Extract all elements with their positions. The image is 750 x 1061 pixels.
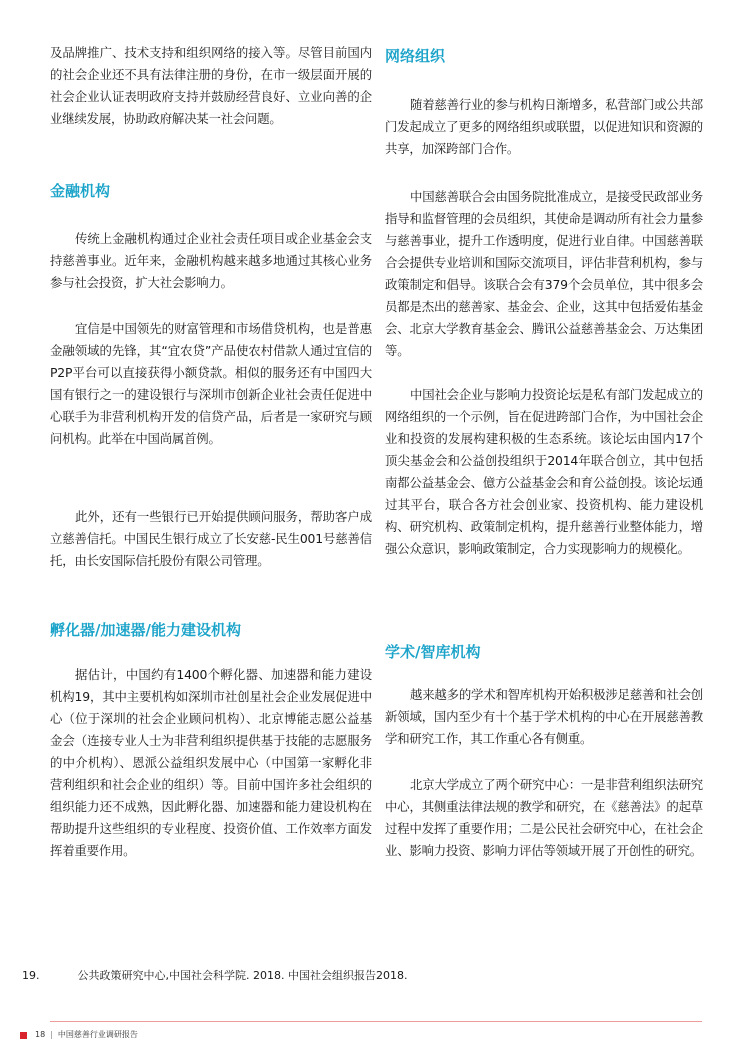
networks-paragraph-2: 中国慈善联合会由国务院批准成立，是接受民政部业务指导和监督管理的会员组织，其使命是调动所有社会力量参与慈善事业，提升工作透明度，促进行业自律。中国慈善联合会提供专业培训和国际交流项目，评估非营利机构，参与政策制定和倡导。该联合会有379个会员单位，其中很多会员都是杰出的慈善家、基金会、企业，这其中包括爱佑基金会、北京大学教育基金会、腾讯公益慈善基金会、万达集团等。: [385, 189, 703, 358]
page-number: 18: [35, 1030, 46, 1039]
intro-paragraph: 及品牌推广、技术支持和组织网络的接入等。尽管目前国内的社会企业还不具有法律注册的身份，在市一级层面开展的社会企业认证表明政府支持并鼓励经营良好、立业向善的企业继续发展，协助政府解决某一社会问题。: [50, 45, 372, 126]
footer-separator: |: [50, 1030, 53, 1039]
academic-paragraph-2: 北京大学成立了两个研究中心：一是非营利组织法研究中心，其侧重法律法规的教学和研究，在《慈善法》的起草过程中发挥了重要作用；二是公民社会研究中心，在社会企业、影响力投资、影响力评估等领域开展了开创性的研究。: [385, 777, 703, 858]
footer-square-icon: [20, 1032, 27, 1039]
heading-academic: 学术/智库机构: [385, 643, 481, 661]
heading-finance: 金融机构: [50, 182, 111, 200]
footnote: [22, 968, 722, 984]
networks-paragraph-1: 随着慈善行业的参与机构日渐增多，私营部门或公共部门发起成立了更多的网络组织或联盟，以促进知识和资源的共享，加深跨部门合作。: [385, 97, 703, 156]
page-footer: [20, 1029, 138, 1041]
incubators-paragraph: 据估计，中国约有1400个孵化器、加速器和能力建设机构19，其中主要机构如深圳市社创星社会企业发展促进中心（位于深圳的社会企业顾问机构）、北京博能志愿公益基金会（连接专业人士为非营利组织提供基于技能的志愿服务的中介机构）、恩派公益组织发展中心（中国第一家孵化非营利组织和社会企业的组织）等。目前中国许多社会组织的组织能力还不成熟，因此孵化器、加速器和能力建设机构在帮助提升这些组织的专业程度、投资价值、工作效率方面发挥着重要作用。: [50, 667, 372, 858]
heading-incubators: 孵化器/加速器/能力建设机构: [50, 621, 241, 639]
networks-paragraph-3: 中国社会企业与影响力投资论坛是私有部门发起成立的网络组织的一个示例，旨在促进跨部门合作，为中国社会企业和投资的发展构建积极的生态系统。该论坛由国内17个顶尖基金会和公益创投组织于2014年联合创立，其中包括南都公益基金会、億方公益基金会和育公益创投。该论坛通过其平台，联合各方社会创业家、投资机构、能力建设机构、研究机构、政策制定机构，提升慈善行业整体能力，增强公众意识，影响政策制定，合力实现影响力的规模化。: [385, 387, 703, 556]
finance-paragraph-3: 此外，还有一些银行已开始提供顾问服务，帮助客户成立慈善信托。中国民生银行成立了长安慈-民生001号慈善信托，由长安国际信托股份有限公司管理。: [50, 509, 372, 568]
finance-paragraph-1: 传统上金融机构通过企业社会责任项目或企业基金会支持慈善事业。近年来，金融机构越来越多地通过其核心业务参与社会投资，扩大社会影响力。: [50, 231, 372, 290]
report-title: 中国慈善行业调研报告: [57, 1030, 138, 1039]
footnote-text: 公共政策研究中心,中国社会科学院. 2018. 中国社会组织报告2018.: [77, 969, 408, 982]
footer-divider: [50, 1021, 702, 1022]
heading-networks: 网络组织: [385, 47, 446, 65]
finance-paragraph-2: 宜信是中国领先的财富管理和市场借贷机构，也是普惠金融领域的先锋，其“宜农贷”产品使农村借款人通过宜信的P2P平台可以直接获得小额贷款。相似的服务还有中国四大国有银行之一的建设银行与深圳市创新企业社会责任促进中心联手为非营利机构开发的信贷产品，后者是一家研究与顾问机构。此举在中国尚属首例。: [50, 321, 372, 446]
academic-paragraph-1: 越来越多的学术和智库机构开始积极涉足慈善和社会创新领域，国内至少有十个基于学术机构的中心在开展慈善教学和研究工作，其工作重心各有侧重。: [385, 687, 703, 746]
footnote-number: 19.: [22, 969, 40, 982]
